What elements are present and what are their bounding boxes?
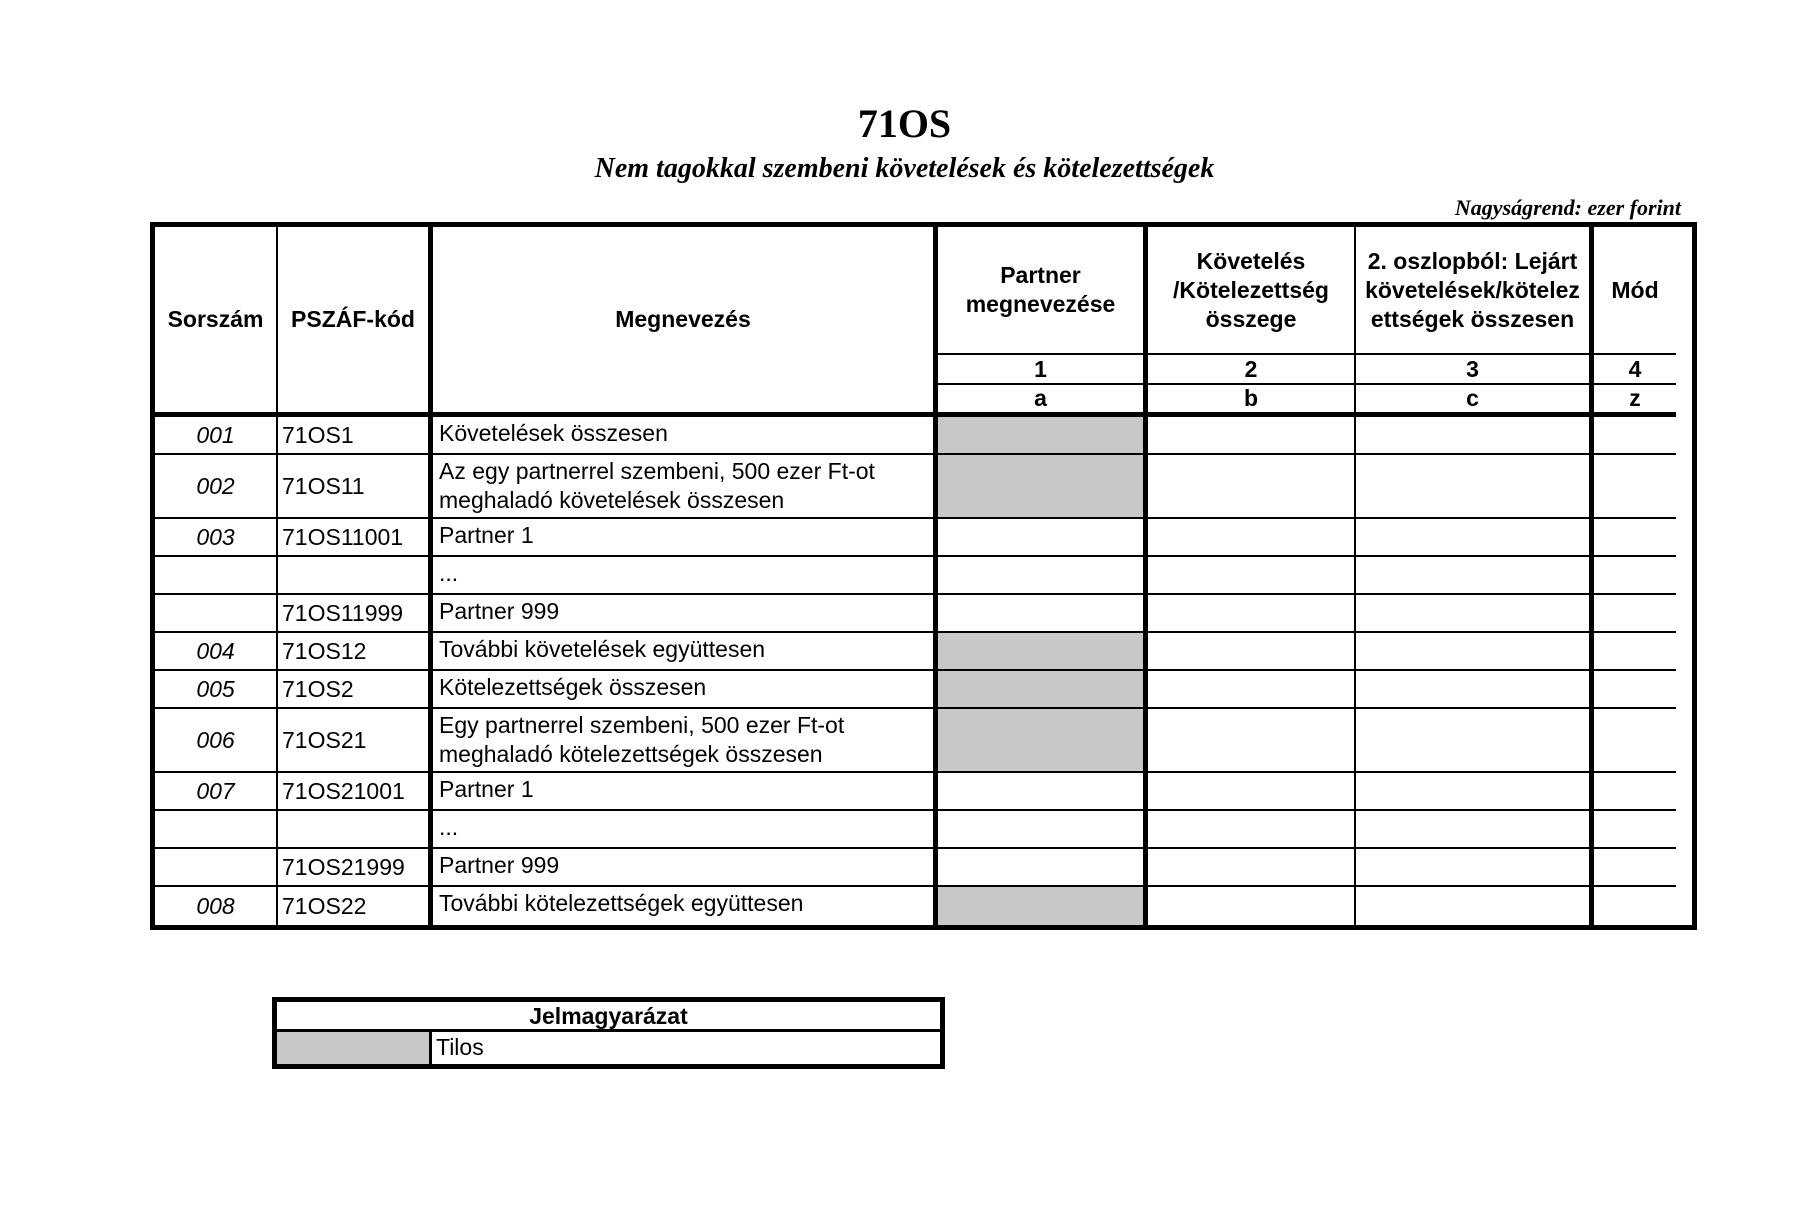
input-cell[interactable] <box>1356 519 1594 557</box>
input-cell[interactable] <box>1148 455 1356 519</box>
row-code: 71OS22 <box>278 887 433 925</box>
input-cell[interactable] <box>1356 849 1594 887</box>
input-cell[interactable] <box>1594 849 1676 887</box>
column-number: 1 <box>938 355 1148 385</box>
row-number: 007 <box>155 773 278 811</box>
input-cell-disabled[interactable] <box>938 417 1148 455</box>
input-cell[interactable] <box>1594 519 1676 557</box>
input-cell[interactable] <box>1356 773 1594 811</box>
row-number <box>155 595 278 633</box>
legend-title: Jelmagyarázat <box>277 1002 940 1032</box>
row-number: 002 <box>155 455 278 519</box>
input-cell[interactable] <box>1148 709 1356 773</box>
input-cell[interactable] <box>1594 811 1676 849</box>
row-code: 71OS21999 <box>278 849 433 887</box>
row-code: 71OS1 <box>278 417 433 455</box>
input-cell[interactable] <box>1148 519 1356 557</box>
header-megnevezes: Megnevezés <box>433 227 938 417</box>
input-cell[interactable] <box>1594 595 1676 633</box>
input-cell[interactable] <box>1148 595 1356 633</box>
input-cell-disabled[interactable] <box>938 455 1148 519</box>
row-name: Partner 999 <box>433 849 938 887</box>
input-cell[interactable] <box>1356 633 1594 671</box>
input-cell-disabled[interactable] <box>938 633 1148 671</box>
row-name: Partner 999 <box>433 595 938 633</box>
row-number: 008 <box>155 887 278 925</box>
input-cell[interactable] <box>1356 887 1594 925</box>
input-cell[interactable] <box>1594 887 1676 925</box>
header-lejart: 2. oszlopból: Lejárt követelések/kötelez ettségek összesen <box>1356 227 1594 355</box>
legend-label-tilos: Tilos <box>436 1034 484 1060</box>
row-code: 71OS11001 <box>278 519 433 557</box>
row-name: Az egy partnerrel szembeni, 500 ezer Ft-ot meghaladó követelések összesen <box>433 455 938 519</box>
header-pszaf-kod: PSZÁF-kód <box>278 227 433 417</box>
input-cell[interactable] <box>1356 671 1594 709</box>
row-name: Követelések összesen <box>433 417 938 455</box>
legend-swatch-tilos <box>277 1032 432 1064</box>
row-code: 71OS11999 <box>278 595 433 633</box>
input-cell[interactable] <box>1356 417 1594 455</box>
column-letter: z <box>1594 385 1676 417</box>
row-name: Egy partnerrel szembeni, 500 ezer Ft-ot meghaladó kötelezettségek összesen <box>433 709 938 773</box>
input-cell[interactable] <box>1148 633 1356 671</box>
header-mod: Mód <box>1594 227 1676 355</box>
row-name: További kötelezettségek együttesen <box>433 887 938 925</box>
row-code: 71OS12 <box>278 633 433 671</box>
unit-note: Nagyságrend: ezer forint <box>1454 195 1681 220</box>
header-koveteles-osszege: Követelés /Kötelezettség összege <box>1148 227 1356 355</box>
row-name: További követelések együttesen <box>433 633 938 671</box>
row-number <box>155 849 278 887</box>
column-number: 3 <box>1356 355 1594 385</box>
legend <box>272 997 945 1069</box>
row-number <box>155 811 278 849</box>
page-title: 71OS <box>857 101 952 146</box>
input-cell[interactable] <box>1594 417 1676 455</box>
input-cell[interactable] <box>1594 671 1676 709</box>
input-cell-disabled[interactable] <box>938 709 1148 773</box>
row-number: 003 <box>155 519 278 557</box>
row-name: ... <box>433 811 938 849</box>
input-cell[interactable] <box>1356 557 1594 595</box>
column-letter: c <box>1356 385 1594 417</box>
column-letter: b <box>1148 385 1356 417</box>
input-cell[interactable] <box>1356 709 1594 773</box>
row-number: 005 <box>155 671 278 709</box>
header-sorszam: Sorszám <box>155 227 278 417</box>
input-cell[interactable] <box>1594 709 1676 773</box>
header-partner-megnevezese: Partner megnevezése <box>938 227 1148 355</box>
input-cell[interactable] <box>1148 887 1356 925</box>
row-number: 006 <box>155 709 278 773</box>
input-cell[interactable] <box>1148 671 1356 709</box>
input-cell[interactable] <box>938 595 1148 633</box>
column-number: 4 <box>1594 355 1676 385</box>
row-code <box>278 557 433 595</box>
row-code: 71OS21001 <box>278 773 433 811</box>
row-number <box>155 557 278 595</box>
input-cell[interactable] <box>1148 811 1356 849</box>
column-letter: a <box>938 385 1148 417</box>
input-cell[interactable] <box>1148 557 1356 595</box>
row-code: 71OS21 <box>278 709 433 773</box>
input-cell[interactable] <box>938 519 1148 557</box>
row-number: 001 <box>155 417 278 455</box>
input-cell[interactable] <box>1148 417 1356 455</box>
input-cell[interactable] <box>938 773 1148 811</box>
row-name: Kötelezettségek összesen <box>433 671 938 709</box>
input-cell[interactable] <box>1594 773 1676 811</box>
input-cell[interactable] <box>1148 773 1356 811</box>
data-table <box>150 222 1697 930</box>
row-name: Partner 1 <box>433 773 938 811</box>
input-cell[interactable] <box>1356 595 1594 633</box>
row-code: 71OS11 <box>278 455 433 519</box>
input-cell[interactable] <box>1356 455 1594 519</box>
input-cell-disabled[interactable] <box>938 671 1148 709</box>
page-subtitle: Nem tagokkal szembeni követelések és kötelezettségek <box>594 153 1215 184</box>
row-number: 004 <box>155 633 278 671</box>
input-cell[interactable] <box>1594 455 1676 519</box>
row-name: ... <box>433 557 938 595</box>
input-cell[interactable] <box>1594 633 1676 671</box>
row-code <box>278 811 433 849</box>
input-cell[interactable] <box>938 557 1148 595</box>
input-cell[interactable] <box>938 811 1148 849</box>
input-cell[interactable] <box>938 849 1148 887</box>
input-cell[interactable] <box>1356 811 1594 849</box>
row-name: Partner 1 <box>433 519 938 557</box>
column-number: 2 <box>1148 355 1356 385</box>
input-cell[interactable] <box>1148 849 1356 887</box>
input-cell[interactable] <box>1594 557 1676 595</box>
row-code: 71OS2 <box>278 671 433 709</box>
input-cell-disabled[interactable] <box>938 887 1148 925</box>
